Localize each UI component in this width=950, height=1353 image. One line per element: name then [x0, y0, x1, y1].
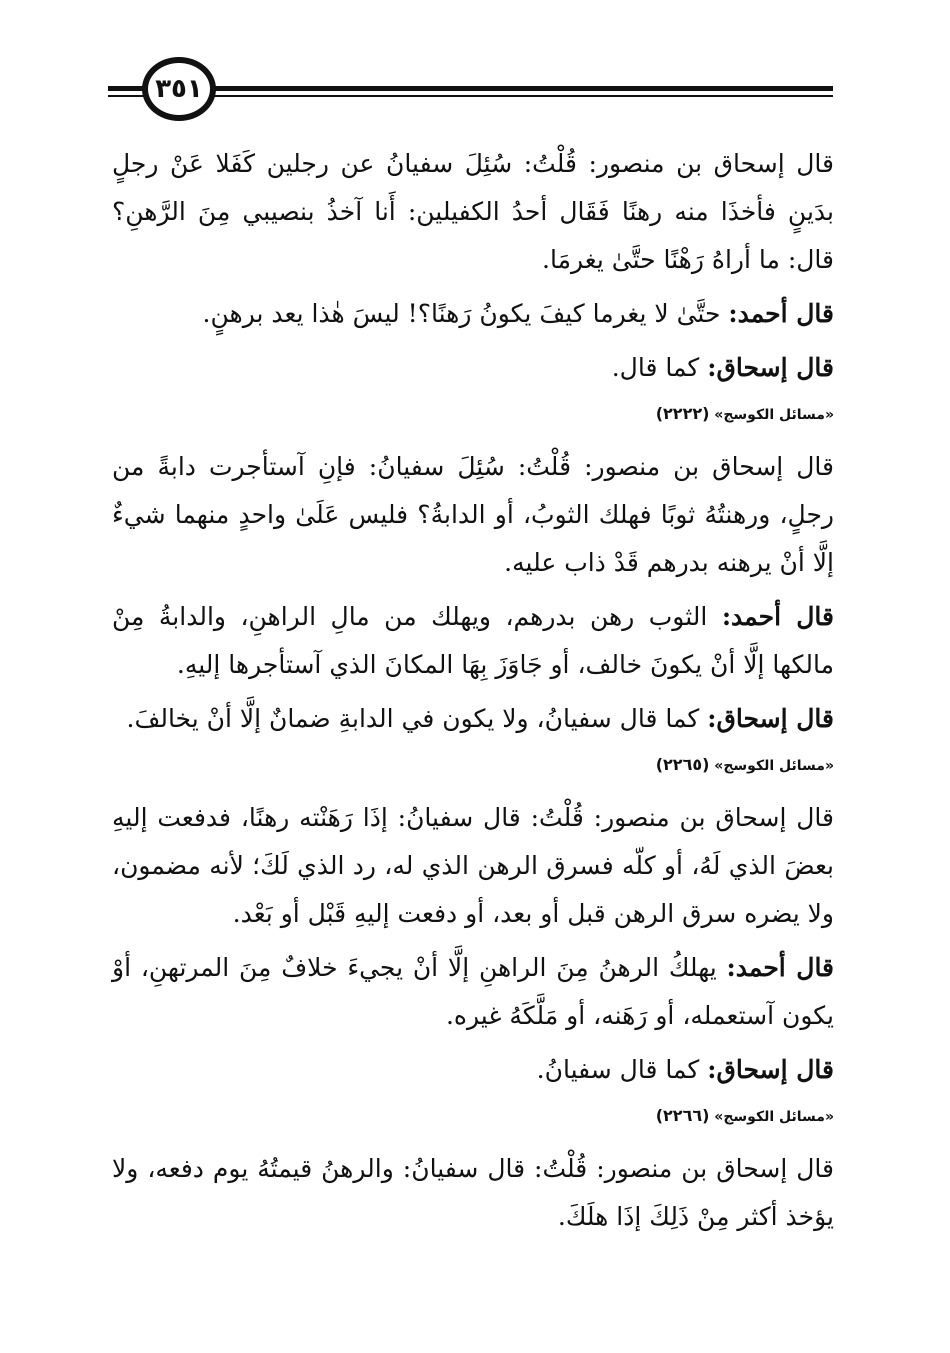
citation-source: «مسائل الكوسج»	[714, 758, 834, 774]
citation-source: «مسائل الكوسج»	[714, 1109, 834, 1125]
paragraph	[112, 1046, 834, 1094]
paragraph-text: قال إسحاق بن منصور: قُلْتُ: سُئِلَ سفيانُ عن رجلين كَفَلا عَنْ رجلٍ بدَينٍ فأخذَا منه رهنًا فَقَال أحدُ الكفيلين: أَنا آخذُ بنصيبي مِنَ الرَّهنِ؟ قال: ما أراهُ رَهْنًا حتَّىٰ يغرمَا.	[112, 149, 834, 274]
citation-number: (٢٢٦٦)	[655, 1106, 710, 1125]
paragraph	[112, 140, 834, 284]
paragraph-text: كما قال سفيانُ.	[536, 1055, 700, 1084]
paragraph-text: الثوب رهن بدرهم، ويهلك من مالِ الراهنِ، والدابةُ مِنْ مالكها إلَّا أنْ يكونَ خالف، أو جَاوَزَ بِهَا المكانَ الذي آستأجرها إليهِ.	[112, 602, 834, 679]
speaker-label: قال أحمد:	[726, 953, 835, 982]
page-number: ٣٥١	[155, 74, 203, 104]
speaker-label: قال إسحاق:	[707, 353, 834, 382]
paragraph-text: قال إسحاق بن منصور: قُلْتُ: قال سفيانُ: إذَا رَهَنْته رهنًا، فدفعت إليهِ بعضَ الذي لَهُ، أو كلّه فسرق الرهن الذي له، رد الذي لَكَ؛ لأنه مضمون، ولا يضره سرق الرهن قبل أو بعد، أو دفعت إليهِ قَبْل أو بَعْد.	[112, 803, 834, 928]
paragraph-text: قال إسحاق بن منصور: قُلْتُ: قال سفيانُ: والرهنُ قيمتُهُ يوم دفعه، ولا يؤخذ أكثر مِنْ ذَلِكَ إذَا هلَكَ.	[112, 1154, 834, 1231]
header-rule-thin	[108, 95, 833, 97]
paragraph-text: حتَّىٰ لا يغرما كيفَ يكونُ رَهنًا؟! ليسَ هٰذا يعد برهنٍ.	[202, 299, 721, 328]
header-rule-thick	[108, 86, 833, 91]
speaker-label: قال أحمد:	[721, 602, 835, 631]
paragraph	[112, 443, 834, 587]
paragraph	[112, 794, 834, 938]
speaker-label: قال إسحاق:	[707, 704, 834, 733]
paragraph	[112, 944, 834, 1040]
speaker-label: قال أحمد:	[728, 299, 834, 328]
paragraph	[112, 695, 834, 743]
paragraph	[112, 290, 834, 338]
speaker-label: قال إسحاق:	[707, 1055, 834, 1084]
page-header	[108, 55, 833, 125]
citation-number: (٢٢٦٥)	[655, 755, 710, 774]
citation-number: (٢٢٢٢)	[655, 404, 710, 423]
citation	[112, 404, 834, 425]
paragraph	[112, 593, 834, 689]
paragraph-text: كما قال سفيانُ، ولا يكون في الدابةِ ضمانٌ إلَّا أنْ يخالفَ.	[126, 704, 700, 733]
paragraph	[112, 344, 834, 392]
paragraph-text: يهلكُ الرهنُ مِنَ الراهنِ إلَّا أنْ يجيءَ خلافٌ مِنَ المرتهنِ، أوْ يكون آستعمله، أو رَهَنه، أو مَلَّكَهُ غيره.	[112, 953, 834, 1030]
citation	[112, 755, 834, 776]
page-number-badge	[142, 57, 216, 121]
page-body	[112, 140, 834, 1241]
paragraph-text: قال إسحاق بن منصور: قُلْتُ: سُئِلَ سفيانُ: فإنِ آستأجرت دابةً من رجلٍ، ورهنتُهُ ثوبًا فهلك الثوبُ، أو الدابةُ؟ فليس عَلَىٰ واحدٍ منهما شيءٌ إلَّا أنْ يرهنه بدرهم قَدْ ذاب عليه.	[112, 452, 834, 577]
citation	[112, 1106, 834, 1127]
paragraph	[112, 1145, 834, 1241]
paragraph-text: كما قال.	[611, 353, 700, 382]
citation-source: «مسائل الكوسج»	[714, 407, 834, 423]
